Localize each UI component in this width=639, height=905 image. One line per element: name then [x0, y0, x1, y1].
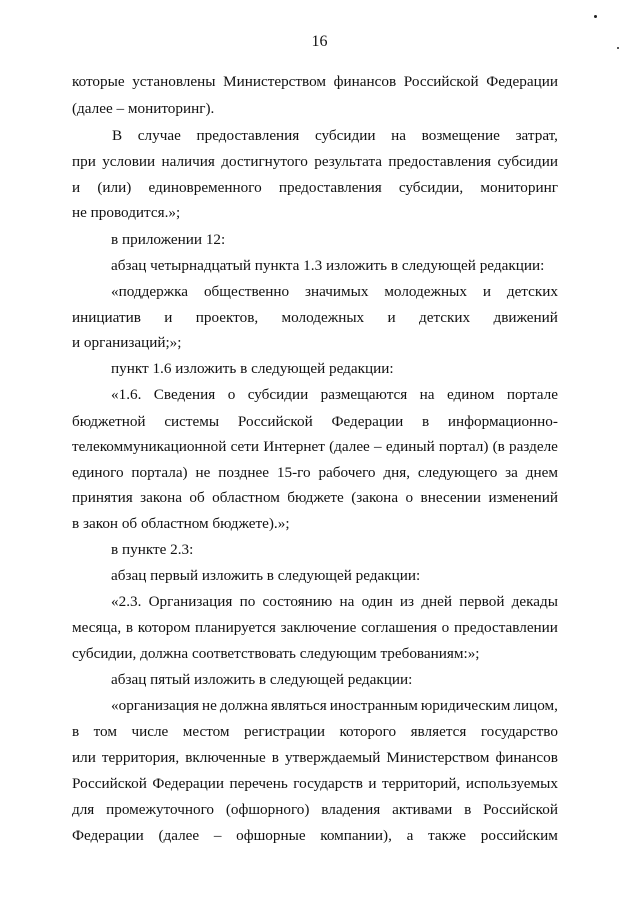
body-word: государств	[293, 775, 363, 792]
body-word: местом	[182, 723, 230, 740]
body-line: и организаций;»;	[72, 334, 182, 351]
body-word: о	[405, 489, 414, 506]
body-word: системы	[164, 413, 220, 430]
body-word: разделе	[509, 438, 558, 455]
body-word: затрат,	[515, 127, 558, 144]
body-word: –	[213, 827, 222, 844]
body-word: «поддержка	[111, 283, 189, 300]
body-line	[112, 127, 558, 145]
body-word: инициатив	[72, 309, 141, 326]
body-word: Министерством	[223, 73, 327, 90]
body-word: позднее	[218, 464, 270, 481]
body-word: субсидии	[314, 127, 376, 144]
body-line: в закон об областном бюджете).»;	[72, 515, 290, 532]
body-word: (офшорного)	[225, 801, 310, 818]
body-word: которые	[72, 73, 125, 90]
body-word: Федерации	[72, 827, 144, 844]
body-word: мониторинг	[480, 179, 558, 196]
body-word: Российской	[403, 73, 479, 90]
body-word: бюджете	[287, 489, 344, 506]
body-word: предоставления	[196, 127, 300, 144]
body-word: молодежных	[384, 283, 467, 300]
page-number: 16	[311, 33, 328, 50]
body-word: субсидии	[247, 386, 309, 403]
body-line	[72, 775, 558, 793]
body-line: в пункте 2.3:	[111, 541, 194, 558]
body-word: которого	[339, 723, 397, 740]
body-word: и	[387, 309, 396, 326]
body-word: котором	[137, 619, 191, 636]
body-word: о	[441, 619, 450, 636]
body-word: Федерации	[331, 413, 404, 430]
body-line	[72, 489, 558, 507]
body-word: предоставления	[388, 153, 492, 170]
body-word: активами	[392, 801, 453, 818]
body-line: не проводится.»;	[72, 204, 181, 221]
body-word: единого	[72, 464, 124, 481]
body-word: и	[72, 179, 81, 196]
body-word: движений	[493, 309, 558, 326]
body-word: В	[112, 127, 123, 144]
body-word: Российской	[483, 801, 558, 818]
body-word: промежуточного	[106, 801, 215, 818]
body-word: являться	[270, 697, 327, 714]
body-line	[111, 697, 558, 715]
body-word: территория,	[101, 749, 180, 766]
body-word: наличия	[161, 153, 215, 170]
body-word: субсидии	[497, 153, 558, 170]
body-word: рабочего	[318, 464, 376, 481]
body-word: финансов	[333, 73, 397, 90]
body-line	[72, 464, 558, 482]
body-word: не	[201, 697, 217, 714]
body-line	[111, 283, 558, 301]
body-word: областном	[212, 489, 280, 506]
body-word: за	[505, 464, 518, 481]
body-line	[72, 827, 558, 845]
body-word: внесении	[420, 489, 481, 506]
body-word: «1.6.	[111, 386, 142, 403]
body-word: компании),	[320, 827, 392, 844]
body-word: регистрации	[244, 723, 325, 740]
body-word: изменений	[488, 489, 558, 506]
scan-speck	[594, 15, 597, 18]
body-word: иностранным	[329, 697, 418, 714]
body-line	[72, 801, 558, 819]
body-word: возмещение	[421, 127, 500, 144]
body-word: бюджетной	[72, 413, 146, 430]
body-word: случае	[137, 127, 181, 144]
body-word: государство	[480, 723, 558, 740]
body-word: для	[72, 801, 95, 818]
body-word: субсидии,	[398, 179, 464, 196]
body-word: декады	[511, 593, 558, 610]
body-word: также	[428, 827, 467, 844]
body-word: Организация	[148, 593, 233, 610]
body-word: «организация	[111, 697, 199, 714]
body-word: единый	[385, 438, 435, 455]
body-word: (закона	[351, 489, 399, 506]
body-word: юридическим	[420, 697, 511, 714]
body-word: и	[482, 283, 491, 300]
body-word: один	[361, 593, 393, 610]
body-word: месяца,	[72, 619, 122, 636]
body-line: пункт 1.6 изложить в следующей редакции:	[111, 360, 394, 377]
body-word: закона	[140, 489, 182, 506]
body-word: (или)	[97, 179, 132, 196]
body-word: и	[164, 309, 173, 326]
body-word: сети	[230, 438, 260, 455]
body-word: на	[419, 386, 435, 403]
body-word: результата	[314, 153, 383, 170]
body-word: том	[93, 723, 117, 740]
body-line	[111, 593, 558, 611]
body-word: предоставлении	[454, 619, 558, 636]
body-word: днем	[525, 464, 558, 481]
body-word: едином	[446, 386, 495, 403]
body-word: единовременного	[148, 179, 262, 196]
body-word: дня,	[383, 464, 411, 481]
body-word: информационно-	[447, 413, 558, 430]
body-word: общественно	[203, 283, 290, 300]
body-word: (далее	[158, 827, 200, 844]
body-word: в	[125, 619, 134, 636]
body-line	[72, 73, 558, 91]
body-word: включенные	[185, 749, 266, 766]
body-word: дней	[421, 593, 452, 610]
body-word: детских	[418, 309, 471, 326]
body-word: в	[464, 801, 472, 818]
body-word: лицом,	[513, 697, 558, 714]
body-word: по	[239, 593, 256, 610]
body-word: не	[195, 464, 211, 481]
body-word: Сведения	[153, 386, 216, 403]
body-line: субсидии, должна соответствовать следующим требованиям:»;	[72, 645, 480, 662]
body-word: предоставления	[278, 179, 382, 196]
body-word: состоянию	[262, 593, 333, 610]
body-line	[72, 179, 558, 197]
body-word: в	[421, 413, 430, 430]
body-word: Федерации	[152, 775, 225, 792]
body-word: (далее	[329, 438, 370, 455]
body-line: абзац четырнадцатый пункта 1.3 изложить в следующей редакции:	[111, 257, 545, 274]
body-line: (далее – мониторинг).	[72, 100, 215, 117]
body-line	[72, 413, 558, 431]
body-word: используемых	[465, 775, 558, 792]
body-word: Министерством	[386, 749, 490, 766]
body-line	[72, 309, 558, 327]
body-word: об	[189, 489, 205, 506]
body-word: на	[391, 127, 407, 144]
body-word: следующего	[417, 464, 498, 481]
body-word: перечень	[229, 775, 288, 792]
body-word: принятия	[72, 489, 133, 506]
body-word: размещаются	[320, 386, 408, 403]
body-word: портале	[506, 386, 558, 403]
body-line	[111, 386, 558, 404]
body-word: на	[339, 593, 355, 610]
body-word: и	[368, 775, 377, 792]
body-line	[72, 438, 558, 456]
body-word: значимых	[305, 283, 369, 300]
body-word: (в	[492, 438, 505, 455]
body-word: установлены	[132, 73, 216, 90]
body-word: молодежных	[281, 309, 365, 326]
body-line	[72, 749, 558, 767]
body-word: финансов	[495, 749, 558, 766]
body-word: телекоммуникационной	[72, 438, 227, 455]
body-line	[72, 723, 558, 741]
body-word: Российской	[237, 413, 313, 430]
body-word: условии	[102, 153, 156, 170]
body-word: о	[227, 386, 236, 403]
body-line	[72, 153, 558, 171]
body-word: числе	[131, 723, 169, 740]
body-word: портал)	[438, 438, 489, 455]
body-word: первой	[459, 593, 505, 610]
body-word: при	[72, 153, 96, 170]
body-word: или	[72, 749, 96, 766]
body-word: –	[374, 438, 382, 455]
body-word: является	[410, 723, 467, 740]
body-word: Интернет	[263, 438, 325, 455]
body-line: абзац пятый изложить в следующей редакции:	[111, 671, 413, 688]
body-word: должна	[219, 697, 268, 714]
body-word: утверждаемый	[285, 749, 381, 766]
body-word: владения	[321, 801, 381, 818]
body-word: Федерации	[486, 73, 558, 90]
body-line: абзац первый изложить в следующей редакции:	[111, 567, 421, 584]
body-word: детских	[506, 283, 558, 300]
body-word: в	[271, 749, 279, 766]
body-word: а	[406, 827, 414, 844]
body-line: в приложении 12:	[111, 231, 226, 248]
body-word: заключение	[280, 619, 357, 636]
body-word: портала)	[131, 464, 188, 481]
body-word: проектов,	[195, 309, 259, 326]
body-word: российским	[480, 827, 558, 844]
body-word: в	[72, 723, 80, 740]
body-word: соглашения	[361, 619, 437, 636]
body-word: 15-го	[276, 464, 311, 481]
body-word: из	[399, 593, 415, 610]
body-word: территорий,	[381, 775, 461, 792]
scan-speck	[617, 47, 619, 49]
body-word: «2.3.	[111, 593, 142, 610]
body-word: достигнутого	[221, 153, 308, 170]
body-word: планируется	[195, 619, 276, 636]
body-line	[72, 619, 558, 637]
body-word: офшорные	[236, 827, 306, 844]
body-word: Российской	[72, 775, 147, 792]
